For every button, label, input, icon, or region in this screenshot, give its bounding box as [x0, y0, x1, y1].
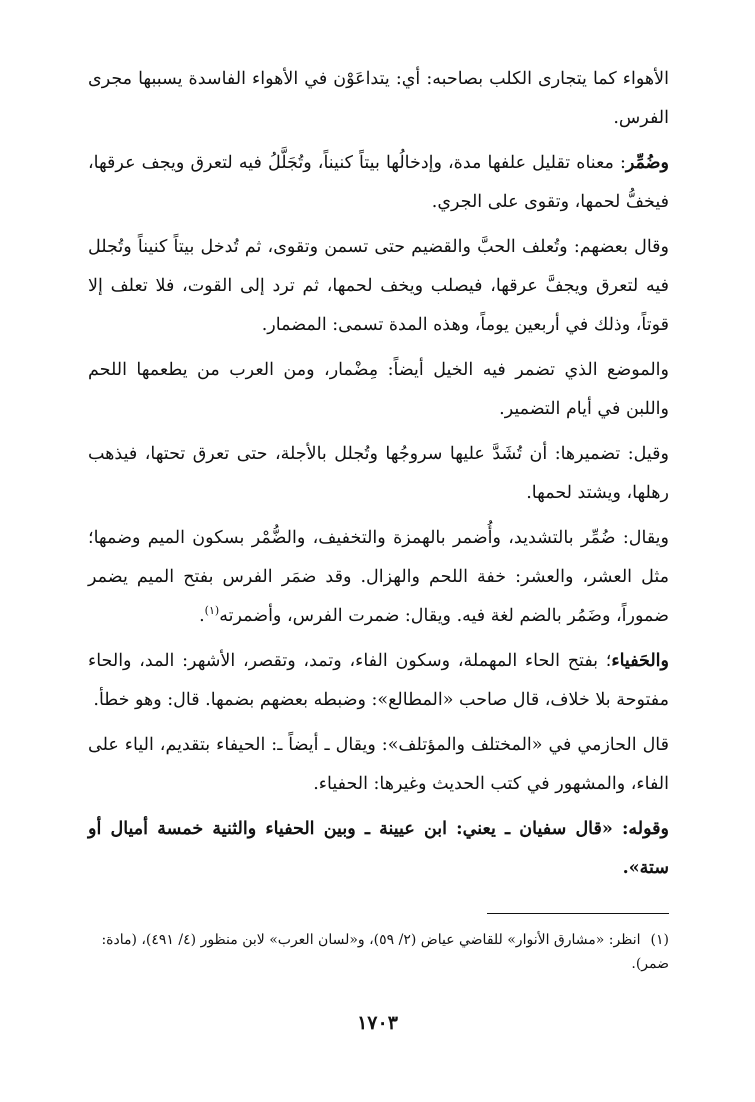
- paragraph-text: ؛ بفتح الحاء المهملة، وسكون الفاء، وتمد، وتقصر، الأشهر: المد، والحاء مفتوحة بلا خلاف، قال صاحب «المطالع»: وضبطه بعضهم بضمها. قال: وهو خطأ.: [88, 651, 669, 710]
- paragraph-text: والموضع الذي تضمر فيه الخيل أيضاً: مِضْمار، ومن العرب من يطعمها اللحم واللبن في أيام التضمير.: [88, 360, 669, 419]
- paragraph-7: [88, 642, 669, 720]
- paragraph-9: [88, 810, 669, 888]
- paragraph-8: [88, 726, 669, 804]
- footnote-marker[interactable]: (١): [204, 604, 220, 618]
- paragraph-lead-term: وضُمِّر: [625, 153, 669, 173]
- main-text: [88, 60, 669, 894]
- page-number: ١٧٠٣: [357, 1012, 398, 1034]
- paragraph-5: [88, 435, 669, 513]
- paragraph-text: وقال بعضهم: وتُعلف الحبَّ والقضيم حتى تسمن وتقوى، ثم تُدخل بيتاً كنيناً وتُجلل فيه لتعرق ويجفَّ عرقها، فيصلب ويخف لحمها، ثم ترد إلى القوت، فلا تعلف إلا قوتاً، وذلك في أربعين يوماً، وهذه المدة تسمى: المضمار.: [88, 237, 669, 335]
- footnote: [88, 928, 669, 976]
- paragraph-6: [88, 519, 669, 636]
- paragraph-text: الأهواء كما يتجارى الكلب بصاحبه: أي: يتداعَوْن في الأهواء الفاسدة يسببها مجرى الفرس.: [88, 69, 669, 128]
- paragraph-text: ويقال: ضُمِّر بالتشديد، وأُضمر بالهمزة والتخفيف، والضُّمْر بسكون الميم وضمها؛ مثل العشر، والعشر: خفة اللحم والهزال. وقد ضمَر الفرس بفتح الميم يضمر ضموراً، وضَمُر بالضم لغة فيه. ويقال: ضمرت الفرس، وأضمرته: [88, 528, 669, 626]
- footnote-number: (١): [650, 932, 669, 948]
- paragraph-1: [88, 60, 669, 138]
- footnote-text: انظر: «مشارق الأنوار» للقاضي عياض (٢/ ٥٩)، و«لسان العرب» لابن منظور (٤/ ٤٩١)، (مادة: ضمر).: [101, 932, 669, 972]
- paragraph-lead-term: والحَفياء: [611, 651, 669, 671]
- paragraph-end-punctuation: .: [199, 606, 205, 626]
- paragraph-text: وقيل: تضميرها: أن تُشَدَّ عليها سروجُها وتُجلل بالأجلة، حتى تعرق تحتها، فيذهب رهلها، ويشتد لحمها.: [88, 444, 669, 503]
- paragraph-3: [88, 228, 669, 345]
- paragraph-lead-quote: وقوله: «قال سفيان ـ يعني: ابن عيينة ـ وبين الحفياء والثنية خمسة أميال أو ستة».: [88, 819, 669, 878]
- paragraph-text: قال الحازمي في «المختلف والمؤتلف»: ويقال ـ أيضاً ـ: الحيفاء بتقديم، الياء على الفاء، والمشهور في كتب الحديث وغيرها: الحفياء.: [88, 735, 669, 794]
- paragraph-4: [88, 351, 669, 429]
- paragraph-2: [88, 144, 669, 222]
- footnote-divider: [487, 913, 669, 914]
- paragraph-text: : معناه تقليل علفها مدة، وإدخالُها بيتاً كنيناً، وتُجَلَّلُ فيه لتعرق ويجف عرقها، فيخفُّ لحمها، وتقوى على الجري.: [88, 153, 669, 212]
